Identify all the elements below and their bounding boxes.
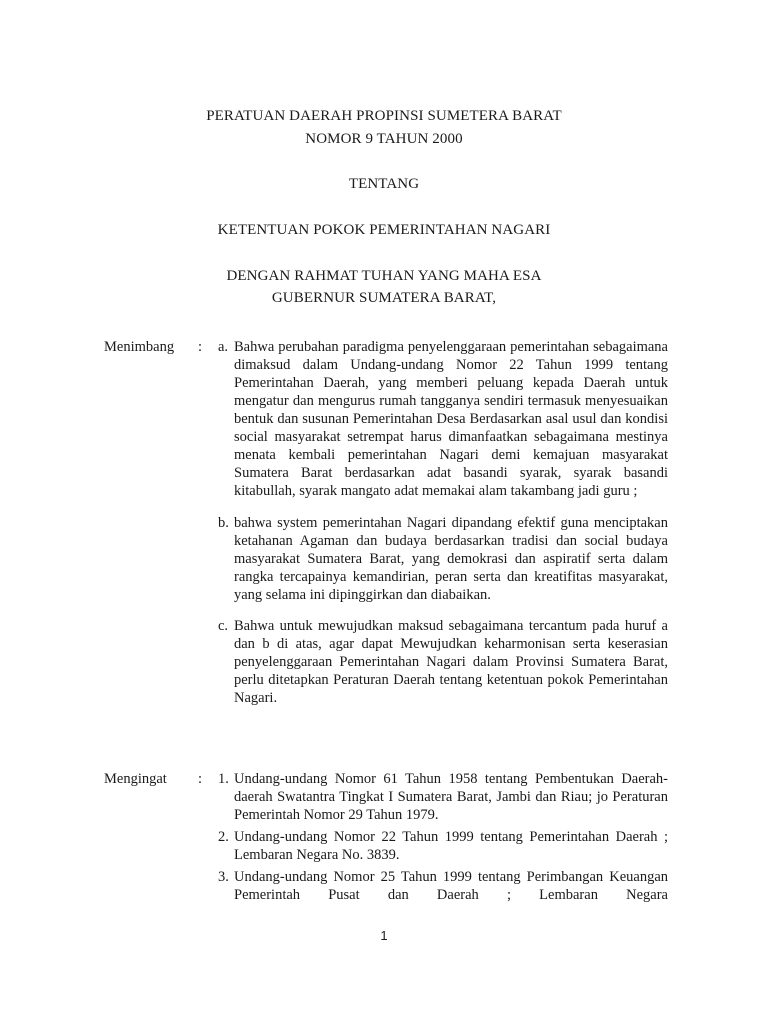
mengingat-item-3 xyxy=(218,868,668,904)
mengingat-item-1 xyxy=(218,770,668,824)
mengingat-colon: : xyxy=(198,771,203,787)
item-text: Bahwa untuk mewujudkan maksud sebagaimana tercantum pada huruf a dan b di atas, agar dapat Mewujudkan keharmonisan serta keserasian penyelenggaraan Pemerintahan Nagari dalam Provinsi Sumatera Barat, perlu ditetapkan Peraturan Daerah tentang ketentuan pokok Pemerintahan Nagari. xyxy=(234,618,668,706)
item-marker: 1. xyxy=(218,771,229,787)
item-marker: 3. xyxy=(218,869,229,885)
title-line-1: PERATUAN DAERAH PROPINSI SUMETERA BARAT xyxy=(206,108,562,124)
item-text: Undang-undang Nomor 25 Tahun 1999 tentang Perimbangan Keuangan Pemerintah Pusat dan Daerah ; Lembaran Negara xyxy=(234,869,668,903)
item-text: Undang-undang Nomor 22 Tahun 1999 tentang Pemerintahan Daerah ; Lembaran Negara No. 3839. xyxy=(234,829,668,863)
preamble-line-1: DENGAN RAHMAT TUHAN YANG MAHA ESA xyxy=(226,268,542,284)
menimbang-label: Menimbang xyxy=(104,339,175,355)
title-line-2: NOMOR 9 TAHUN 2000 xyxy=(305,131,463,147)
menimbang-item-a xyxy=(218,338,668,500)
item-marker: a. xyxy=(218,339,229,355)
mengingat-section xyxy=(104,770,674,904)
item-text: Undang-undang Nomor 61 Tahun 1958 tentang Pembentukan Daerah-daerah Swatantra Tingkat I Sumatera Barat, Jambi dan Riau; jo Peraturan Pemerintah Nomor 29 Tahun 1979. xyxy=(234,771,668,823)
item-marker: b. xyxy=(218,515,229,531)
item-marker: c. xyxy=(218,618,229,634)
menimbang-section xyxy=(104,338,674,707)
menimbang-colon: : xyxy=(198,339,203,355)
item-text: Bahwa perubahan paradigma penyelenggaraan pemerintahan sebagaimana dimaksud dalam Undang-undang Nomor 22 Tahun 1999 tentang Pemerintahan Daerah, yang memberi peluang kepada Daerah untuk mengatur dan mengurus rumah tangganya sendiri termasuk menyesuaikan bentuk dan susunan Pemerintahan Desa Berdasarkan asal usul dan kondisi social masyarakat setrempat harus dimanfaatkan sebagaimana mestinya menata kembali pemerintahan Nagari demi kemajuan masyarakat Sumatera Barat berdasarkan adat basandi syarak, syarak basandi kitabullah, syarak mangato adat memakai alam takambang jadi guru ; xyxy=(234,339,668,499)
item-text: bahwa system pemerintahan Nagari dipandang efektif guna menciptakan ketahanan Agaman dan budaya berdasarkan tradisi dan social budaya masyarakat Sumatera Barat, yang demokrasi dan aspiratif serta dalam rangka tercapainya kemandirian, peran serta dan kreatifitas masyarakat, yang selama ini dipinggirkan dan diabaikan. xyxy=(234,515,668,603)
tentang-heading: TENTANG xyxy=(348,176,420,192)
mengingat-label: Mengingat xyxy=(104,771,167,787)
menimbang-item-c xyxy=(218,617,668,707)
mengingat-item-2 xyxy=(218,828,668,864)
page-number: 1 xyxy=(380,928,388,943)
menimbang-item-b xyxy=(218,514,668,604)
item-marker: 2. xyxy=(218,829,229,845)
subject-heading: KETENTUAN POKOK PEMERINTAHAN NAGARI xyxy=(217,222,551,238)
preamble-line-2: GUBERNUR SUMATERA BARAT, xyxy=(271,290,497,306)
